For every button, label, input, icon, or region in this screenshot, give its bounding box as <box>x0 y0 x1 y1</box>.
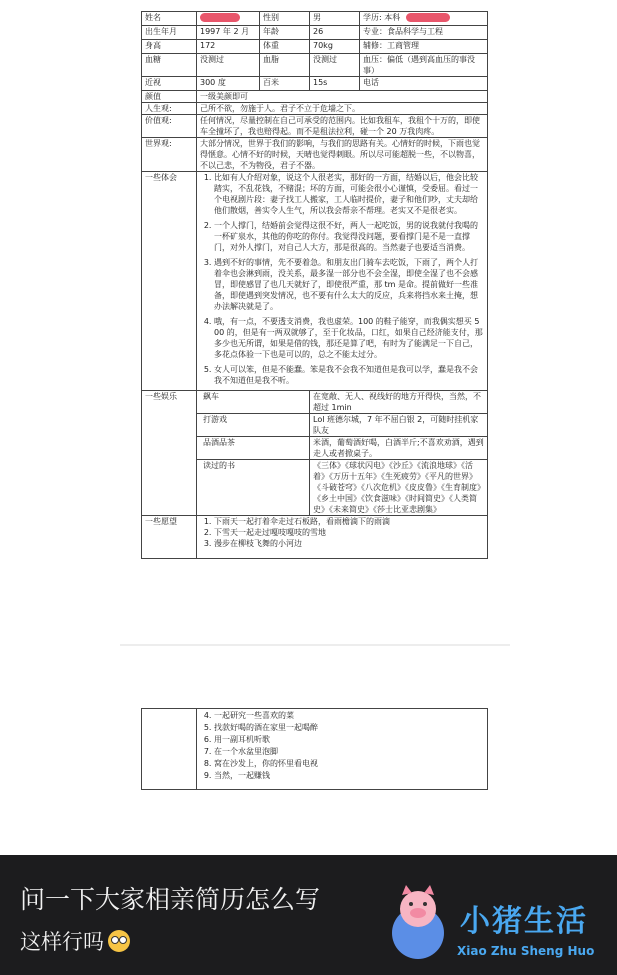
info-cell <box>197 12 260 26</box>
insights-row <box>142 172 488 391</box>
redaction-mark <box>200 13 240 22</box>
values-row-value: 任何情况，尽量控制在自己可承受的范围内。比如我租车，我租个十万的，即使车全撞坏了，我也赔得起。而不是租法拉利，碰一个 20 万我肉疼。 <box>197 115 488 138</box>
world-view-row-value: 大部分情况，世界于我们的影响，与我们的思路有关。心情好的时候，下雨也觉得惬意。心情不好的时候，天晴也觉得刺眼。所以尽可能超脱一些，不以物喜，不以己悲，不为物役，君子不器。 <box>197 138 488 172</box>
info-cell: 姓名 <box>142 12 197 26</box>
values-row-label: 价值观: <box>142 115 197 138</box>
life-view-row <box>142 103 488 115</box>
info-cell: 体重 <box>260 40 310 54</box>
info-cell: 300 度 <box>197 77 260 91</box>
hobby-name: 打游戏 <box>197 414 310 437</box>
list-item: 2. 下雪天一起走过嘎吱嘎吱的雪地 <box>214 527 484 538</box>
info-cell: 性别 <box>260 12 310 26</box>
list-item: 3. 漫步在柳枝飞舞的小河边 <box>214 538 484 549</box>
list-item: 3. 遇到不好的事情，先不要着急。和朋友出门骑车去吃饭，下雨了，两个人打着伞也会淋到雨，没关系，最多湿一部分也不会全湿，即使全湿了也不会感冒，即使感冒了也几天就好了，即使很严重，那 tm 是命。提前做好一些准备，即使遇到突发情况，也不要有什么太大的反应，兵来将挡水来土掩，想办法解决就是了。 <box>214 257 484 312</box>
info-cell: 出生年月 <box>142 26 197 40</box>
wishes-cell <box>197 516 488 559</box>
wishes-row <box>142 516 488 559</box>
wishes-label-empty <box>142 709 197 790</box>
list-item: 6. 用一副耳机听歌 <box>214 734 484 746</box>
page-gap <box>120 644 510 646</box>
list-item: 4. 哦，有一点，不要透支消费，我也虚荣。100 的鞋子能穿，而我偶实想买 500 的，但是有一两双就够了，至于化妆品，口红，如果自己经济能支付，那多少也无所谓，如果是借的钱，那还是算了吧，有时为了能满足一下自己，多花点体验一下也是可以的，总之不能太过分。 <box>214 316 484 360</box>
hobby-name: 读过的书 <box>197 460 310 516</box>
hobby-detail: 在宽敞、无人、视线好的地方开得快，当然，不超过 1min <box>310 391 488 414</box>
life-view-row-value: 己所不欲，勿施于人。君子不立于危墙之下。 <box>197 103 488 115</box>
info-cell: 血压：偏低（遇到高血压的事没事） <box>360 54 488 77</box>
values-row <box>142 115 488 138</box>
info-cell: 没测过 <box>310 54 360 77</box>
info-cell: 身高 <box>142 40 197 54</box>
post-subtitle <box>20 926 130 956</box>
flushed-face-icon <box>108 930 130 952</box>
brand-subtitle: Xiao Zhu Sheng Huo <box>457 944 595 958</box>
hobby-detail: Lol 班德尔城，7 年不屈白银 2，可随时挂机家队友 <box>310 414 488 437</box>
hobby-name: 飙车 <box>197 391 310 414</box>
info-cell: 辅修：工商管理 <box>360 40 488 54</box>
list-item: 1. 下雨天一起打着伞走过石板路，看雨檐滴下的雨滴 <box>214 516 484 527</box>
wishes-list <box>200 516 484 549</box>
insights-label: 一些体会 <box>142 172 197 391</box>
info-cell: 近视 <box>142 77 197 91</box>
insights-cell <box>197 172 488 391</box>
brand-name: 小猪生活 <box>460 904 588 939</box>
looks-row <box>142 91 488 103</box>
list-item: 1. 比如有人介绍对象，说这个人很老实，那好的一方面，结婚以后，他会比较踏实，不乱花钱，不赌混；坏的方面，可能会很小心谨慎，受委屈。看过一个电视剧片段：妻子找工人搬家，工人临时提价，妻子和他们吵，丈夫却给他们散烟，善实令人生气，所以我会帮亲不帮理。老实又不是很老实。 <box>214 172 484 216</box>
list-item: 8. 窝在沙发上，你的怀里看电视 <box>214 758 484 770</box>
hobby-label: 一些娱乐 <box>142 391 197 516</box>
resume-table <box>141 11 488 559</box>
looks-row-label: 颜值 <box>142 91 197 103</box>
hobby-detail: 米酒，葡萄酒好喝，白酒半斤;不喜欢劝酒，遇到走人或者掀桌子。 <box>310 437 488 460</box>
list-item: 9. 当然，一起赚钱 <box>214 770 484 782</box>
insights-list <box>200 172 484 386</box>
post-subtitle-text: 这样行吗 <box>20 930 104 954</box>
info-cell: 电话 <box>360 77 488 91</box>
info-cell: 专业：食品科学与工程 <box>360 26 488 40</box>
post-title: 问一下大家相亲简历怎么写 <box>20 885 321 914</box>
info-row <box>142 40 488 54</box>
list-item: 2. 一个人撑门，结婚前会觉得这很不好，两人一起吃饭，男的说我就付我喝的一杯矿泉水，其他的你吃的你付。我觉得没问题，要看撑门是不是一直撑门，对外人撑门，对自己人大方，那是很高的。当然妻子也要适当消费。 <box>214 220 484 253</box>
world-view-row <box>142 138 488 172</box>
life-view-row-label: 人生观: <box>142 103 197 115</box>
wishes-list-continued <box>200 709 484 782</box>
info-cell: 15s <box>310 77 360 91</box>
info-cell: 学历: 本科 <box>360 12 488 26</box>
info-cell: 70kg <box>310 40 360 54</box>
info-row <box>142 54 488 77</box>
wishes-label: 一些愿望 <box>142 516 197 559</box>
info-cell: 26 <box>310 26 360 40</box>
hobby-name: 品酒品茶 <box>197 437 310 460</box>
resume-table-continued <box>141 708 488 790</box>
redaction-mark <box>406 13 450 22</box>
hobby-detail: 《三体》《球状闪电》《沙丘》《流浪地球》《活着》《万历十五年》《生死疲劳》《平凡的世界》《斗破苍穹》《八次危机》《皮皮鲁》《生育制度》《乡土中国》《饮食滋味》《时间简史》《人类简史》《未来简史》《莎士比亚悲剧集》 <box>310 460 488 516</box>
world-view-row-label: 世界观: <box>142 138 197 172</box>
info-row <box>142 77 488 91</box>
info-cell: 百米 <box>260 77 310 91</box>
looks-row-value: 一级美颜即可 <box>197 91 488 103</box>
hobby-row <box>142 391 488 414</box>
info-cell: 男 <box>310 12 360 26</box>
list-item: 4. 一起研究一些喜欢的菜 <box>214 710 484 722</box>
info-cell: 年龄 <box>260 26 310 40</box>
info-row <box>142 12 488 26</box>
info-cell: 血糖 <box>142 54 197 77</box>
info-row <box>142 26 488 40</box>
info-cell: 血脂 <box>260 54 310 77</box>
info-cell: 没测过 <box>197 54 260 77</box>
list-item: 7. 在一个水盆里泡脚 <box>214 746 484 758</box>
info-cell: 172 <box>197 40 260 54</box>
wishes-continued-cell <box>197 709 488 790</box>
list-item: 5. 女人可以笨，但是不能蠢。笨是我不会我不知道但是我可以学，蠢是我不会我不知道但是我不听。 <box>214 364 484 386</box>
list-item: 5. 找款好喝的酒在家里一起喝醉 <box>214 722 484 734</box>
info-cell: 1997 年 2 月 <box>197 26 260 40</box>
